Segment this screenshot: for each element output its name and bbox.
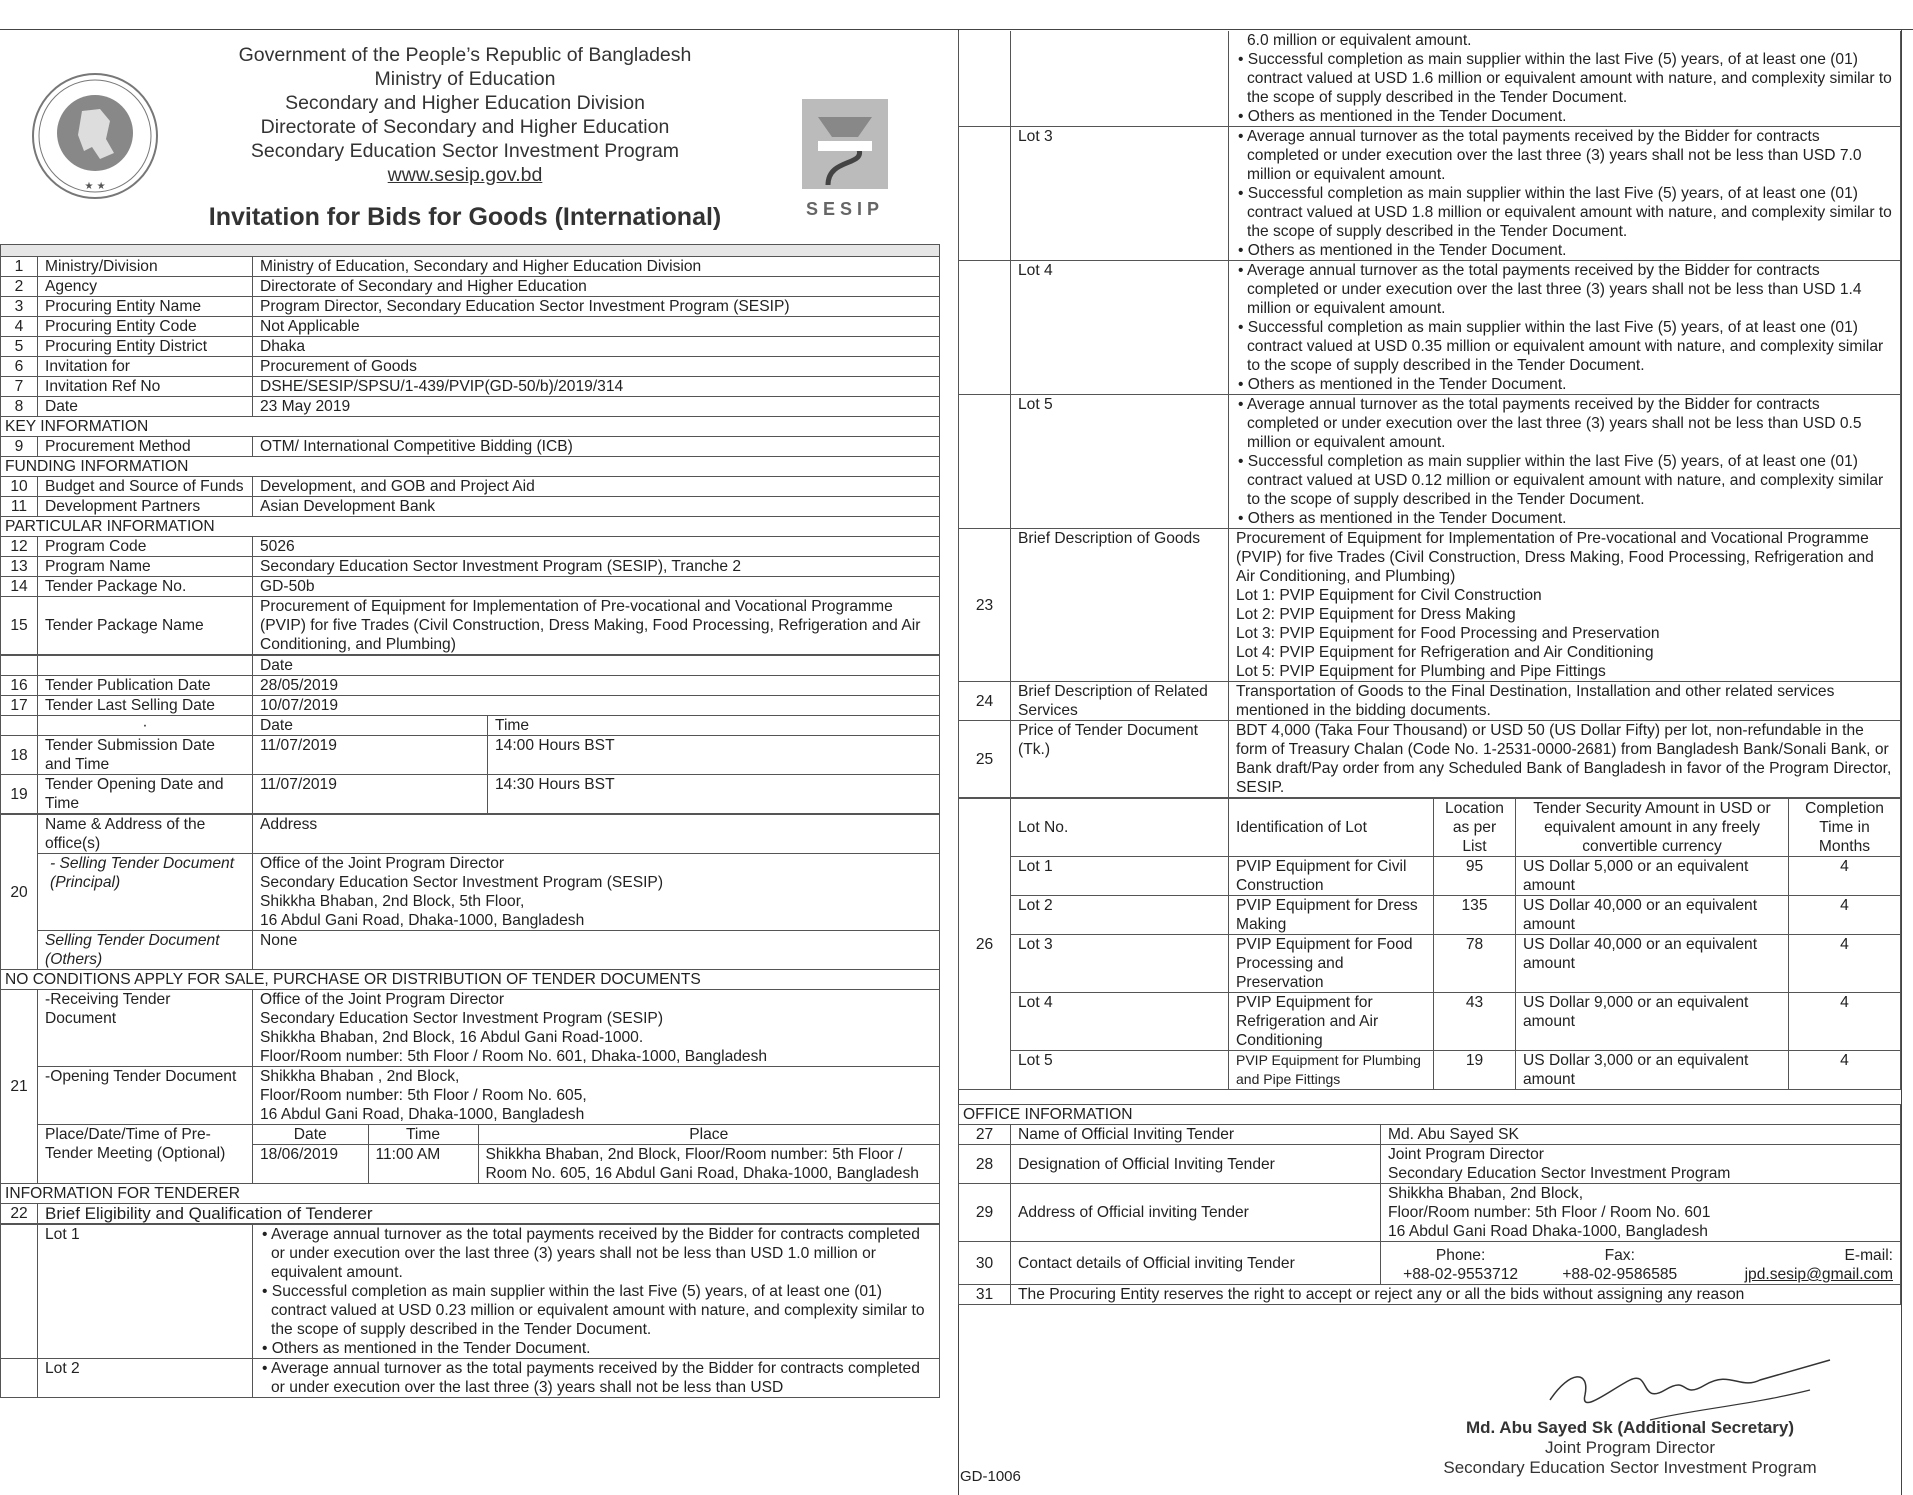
table-cell: Asian Development Bank bbox=[253, 497, 940, 517]
table-cell bbox=[959, 261, 1011, 395]
table-cell: 14:30 Hours BST bbox=[488, 775, 940, 814]
cell-line: 16 Abdul Gani Road Dhaka-1000, Bangladesh bbox=[1388, 1223, 1708, 1240]
table-row bbox=[959, 1051, 1901, 1090]
signatory-org: Secondary Education Sector Investment Program bbox=[1443, 1458, 1817, 1477]
cell-line: Secondary Education Sector Investment Program (SESIP) bbox=[260, 1010, 664, 1027]
table-cell bbox=[1381, 1145, 1901, 1184]
section-heading bbox=[1, 457, 940, 477]
table-cell: PVIP Equipment for Food Processing and Preservation bbox=[1229, 935, 1434, 993]
bullet-item: • Others as mentioned in the Tender Document. bbox=[1236, 509, 1893, 528]
table-cell: Date bbox=[253, 1125, 368, 1145]
table-cell: · bbox=[38, 716, 253, 736]
cell-line: Floor/Room number: 5th Floor / Room No. 601 bbox=[1388, 1204, 1711, 1221]
table-cell: 8 bbox=[1, 397, 38, 417]
table-cell: Procurement Method bbox=[38, 437, 253, 457]
table-cell: 135 bbox=[1434, 896, 1516, 935]
table-cell: 5 bbox=[1, 337, 38, 357]
table-cell bbox=[1229, 395, 1901, 529]
table-row bbox=[1, 297, 940, 317]
cell-line: Lot 5: PVIP Equipment for Plumbing and Pipe Fittings bbox=[1236, 663, 1606, 680]
table-cell: Contact details of Official inviting Tender bbox=[1011, 1242, 1381, 1285]
cell-line: Shikkha Bhaban, 2nd Block, 16 Abdul Gani Road-1000. bbox=[260, 1029, 644, 1046]
table-cell: Procurement of Goods bbox=[253, 357, 940, 377]
table-cell: 22 bbox=[1, 1204, 38, 1224]
table-cell: 18 bbox=[1, 736, 38, 775]
table-cell: Address bbox=[253, 815, 940, 854]
table-cell bbox=[1, 1359, 38, 1398]
table-row bbox=[959, 31, 1901, 127]
table-cell bbox=[1229, 127, 1901, 261]
table-cell: 19 bbox=[1434, 1051, 1516, 1090]
table-cell: 12 bbox=[1, 537, 38, 557]
government-header bbox=[150, 43, 780, 187]
table-cell: 26 bbox=[959, 799, 1011, 1090]
table-cell: Lot 2 bbox=[38, 1359, 253, 1398]
table-cell: 6 bbox=[1, 357, 38, 377]
right-rule bbox=[1901, 29, 1902, 1495]
table-cell: Tender Submission Date and Time bbox=[38, 736, 253, 775]
table-cell: PVIP Equipment for Dress Making bbox=[1229, 896, 1434, 935]
table-cell: Lot 4 bbox=[1011, 261, 1229, 395]
table-cell: Brief Description of Goods bbox=[1011, 529, 1229, 682]
table-cell: 95 bbox=[1434, 857, 1516, 896]
table-row bbox=[1, 775, 940, 814]
table-cell: Procuring Entity District bbox=[38, 337, 253, 357]
table-cell: 11/07/2019 bbox=[253, 775, 488, 814]
table-cell: 19 bbox=[1, 775, 38, 814]
table-cell: 31 bbox=[959, 1285, 1011, 1305]
email-link[interactable]: jpd.sesip@gmail.com bbox=[1744, 1266, 1893, 1283]
table-row bbox=[1, 1067, 940, 1125]
table-cell: US Dollar 40,000 or an equivalent amount bbox=[1516, 935, 1789, 993]
table-cell: Address of Official inviting Tender bbox=[1011, 1184, 1381, 1242]
table-row bbox=[959, 993, 1901, 1051]
table-row bbox=[959, 529, 1901, 682]
table-cell: Development, and GOB and Project Aid bbox=[253, 477, 940, 497]
table-cell: 5026 bbox=[253, 537, 940, 557]
table-cell: 15 bbox=[1, 597, 38, 655]
cell-line: Secondary Education Sector Investment Program (SESIP) bbox=[260, 874, 664, 891]
table-row bbox=[1, 676, 940, 696]
table-row bbox=[1, 577, 940, 597]
table-cell: OTM/ International Competitive Bidding (ICB) bbox=[253, 437, 940, 457]
table-cell bbox=[1, 1225, 38, 1359]
gov-line: Ministry of Education bbox=[374, 68, 556, 90]
table-cell: - Selling Tender Document (Principal) bbox=[38, 854, 253, 931]
table-cell: Place bbox=[478, 1125, 939, 1145]
table-row bbox=[1, 357, 940, 377]
table-cell bbox=[253, 1067, 940, 1125]
table-row bbox=[1, 257, 940, 277]
table-cell: 4 bbox=[1789, 896, 1901, 935]
table-cell bbox=[1229, 261, 1901, 395]
table-cell: None bbox=[253, 931, 940, 970]
table-cell: Lot 3 bbox=[1011, 127, 1229, 261]
gov-line: Secondary Education Sector Investment Program bbox=[250, 140, 680, 162]
table-cell: Brief Description of Related Services bbox=[1011, 682, 1229, 721]
bullet-item: • Successful completion as main supplier within the last Five (5) years, of at least one (01) contract valued at USD 0.12 million or equivalent amount with nature, and complexity similar to the scope of supply described in the Tender Document. bbox=[1236, 452, 1893, 509]
table-cell: 10/07/2019 bbox=[253, 696, 940, 716]
bullet-item: • Others as mentioned in the Tender Document. bbox=[1236, 107, 1893, 126]
table-row bbox=[1, 854, 940, 931]
table-cell: Selling Tender Document (Others) bbox=[38, 931, 253, 970]
table-cell bbox=[1229, 529, 1901, 682]
table-cell: 3 bbox=[1, 297, 38, 317]
table-row bbox=[959, 1184, 1901, 1242]
gov-line: Government of the People’s Republic of Bangladesh bbox=[238, 44, 692, 66]
table-cell: PVIP Equipment for Refrigeration and Air Conditioning bbox=[1229, 993, 1434, 1051]
top-rule bbox=[0, 29, 1913, 30]
table-row bbox=[959, 127, 1901, 261]
section-heading bbox=[1, 517, 940, 537]
table-cell: 4 bbox=[1789, 993, 1901, 1051]
table-cell: 24 bbox=[959, 682, 1011, 721]
page-title: Invitation for Bids for Goods (International) bbox=[208, 203, 722, 231]
bangladesh-seal-icon bbox=[20, 61, 170, 211]
table-cell: 43 bbox=[1434, 993, 1516, 1051]
table-cell: Tender Security Amount in USD or equivalent amount in any freely convertible currency bbox=[1516, 799, 1789, 857]
table-cell: 21 bbox=[1, 990, 38, 1184]
table-cell: Invitation Ref No bbox=[38, 377, 253, 397]
table-row bbox=[1, 990, 940, 1067]
table-cell: Program Name bbox=[38, 557, 253, 577]
table-cell: Tender Package No. bbox=[38, 577, 253, 597]
table-cell: Procurement of Equipment for Implementation of Pre-vocational and Vocational Programme (PVIP) for five Trades (Civil Construction, Dress Making, Food Processing, Refrigeration and Air Conditioning, and Plumbing) bbox=[253, 597, 940, 655]
table-cell bbox=[1381, 1242, 1541, 1285]
table-cell: Program Code bbox=[38, 537, 253, 557]
table-row bbox=[1, 815, 940, 854]
table-cell: Lot 2 bbox=[1011, 896, 1229, 935]
table-cell: 29 bbox=[959, 1184, 1011, 1242]
bullet-item: • Average annual turnover as the total payments received by the Bidder for contracts completed or under execution over the last three (3) years shall not be less than USD 0.5 million or equivalent amount. bbox=[1236, 395, 1893, 452]
table-row bbox=[1, 377, 940, 397]
table-row bbox=[1, 337, 940, 357]
table-cell: 2 bbox=[1, 277, 38, 297]
bullet-item: • Others as mentioned in the Tender Document. bbox=[1236, 375, 1893, 394]
table-cell: Procuring Entity Name bbox=[38, 297, 253, 317]
table-cell: Procuring Entity Code bbox=[38, 317, 253, 337]
table-cell: DSHE/SESIP/SPSU/1-439/PVIP(GD-50/b)/2019/314 bbox=[253, 377, 940, 397]
table-cell: 23 May 2019 bbox=[253, 397, 940, 417]
table-cell: Name of Official Inviting Tender bbox=[1011, 1125, 1381, 1145]
table-cell: NO CONDITIONS APPLY FOR SALE, PURCHASE OR DISTRIBUTION OF TENDER DOCUMENTS bbox=[1, 970, 940, 990]
table-cell: Budget and Source of Funds bbox=[38, 477, 253, 497]
cell-line: Joint Program Director bbox=[1388, 1146, 1544, 1163]
table-cell: Price of Tender Document (Tk.) bbox=[1011, 721, 1229, 798]
cell-line: E-mail: bbox=[1844, 1247, 1893, 1264]
table-cell: Directorate of Secondary and Higher Education bbox=[253, 277, 940, 297]
table-cell: 78 bbox=[1434, 935, 1516, 993]
section-heading bbox=[959, 1105, 1901, 1125]
bullet-item: • Average annual turnover as the total payments received by the Bidder for contracts completed or under execution over the last three (3) years shall not be less than USD bbox=[260, 1359, 932, 1397]
table-cell: Lot 5 bbox=[1011, 395, 1229, 529]
table-cell: PVIP Equipment for Civil Construction bbox=[1229, 857, 1434, 896]
table-cell: 14 bbox=[1, 577, 38, 597]
table-cell: 23 bbox=[959, 529, 1011, 682]
table-cell: Identification of Lot bbox=[1229, 799, 1434, 857]
table-cell bbox=[959, 127, 1011, 261]
table-cell: Brief Eligibility and Qualification of Tenderer bbox=[38, 1204, 940, 1224]
table-row bbox=[1, 557, 940, 577]
table-cell: US Dollar 5,000 or an equivalent amount bbox=[1516, 857, 1789, 896]
cell-line: Lot 1: PVIP Equipment for Civil Construction bbox=[1236, 587, 1542, 604]
table-row bbox=[1, 736, 940, 775]
table-cell: -Opening Tender Document bbox=[38, 1067, 253, 1125]
bullet-item: • Others as mentioned in the Tender Document. bbox=[1236, 241, 1893, 260]
bullet-item: • Average annual turnover as the total payments received by the Bidder for contracts completed or under execution over the last three (3) years shall not be less than USD 1.0 million or equivalent amount. bbox=[260, 1225, 932, 1282]
table-cell: 4 bbox=[1, 317, 38, 337]
cell-line: 6.0 million or equivalent amount. bbox=[1247, 32, 1472, 49]
table-cell: 25 bbox=[959, 721, 1011, 798]
table-cell: Shikkha Bhaban, 2nd Block, Floor/Room number: 5th Floor / Room No. 605, 16 Abdul Gani Road, Dhaka-1000, Bangladesh bbox=[478, 1145, 939, 1184]
table-cell: Date bbox=[253, 716, 488, 736]
cell-line: Shikkha Bhaban , 2nd Block, bbox=[260, 1068, 460, 1085]
table-cell: Location as per List bbox=[1434, 799, 1516, 857]
table-cell: Lot No. bbox=[1011, 799, 1229, 857]
table-cell: 20 bbox=[1, 815, 38, 970]
table-cell: Date bbox=[253, 656, 940, 676]
table-cell: 16 bbox=[1, 676, 38, 696]
bullet-item: • Others as mentioned in the Tender Document. bbox=[260, 1339, 932, 1358]
table-cell: The Procuring Entity reserves the right to accept or reject any or all the bids without assigning any reason bbox=[1011, 1285, 1901, 1305]
table-cell: Completion Time in Months bbox=[1789, 799, 1901, 857]
table-cell bbox=[253, 990, 940, 1067]
table-cell: 1 bbox=[1, 257, 38, 277]
table-row bbox=[959, 935, 1901, 993]
table-row bbox=[1, 931, 940, 970]
cell-line: Lot 4: PVIP Equipment for Refrigeration and Air Conditioning bbox=[1236, 644, 1654, 661]
signatory-name: Md. Abu Sayed Sk (Additional Secretary) bbox=[1465, 1418, 1795, 1437]
table-cell bbox=[1381, 1184, 1901, 1242]
table-cell: BDT 4,000 (Taka Four Thousand) or USD 50 (US Dollar Fifty) per lot, non-refundable in the form of Treasury Chalan (Code No. 1-2531-0000-2681) from Bangladesh Bank/Sonali Bank, or Bank draft/Pay order from any Scheduled Bank of Bangladesh in favor of the Program Director, SESIP. bbox=[1229, 721, 1901, 798]
table-cell: Tender Publication Date bbox=[38, 676, 253, 696]
section-heading bbox=[1, 417, 940, 437]
gov-line: Secondary and Higher Education Division bbox=[285, 92, 645, 114]
table-row bbox=[1, 1359, 940, 1398]
table-row bbox=[959, 857, 1901, 896]
table-cell: 4 bbox=[1789, 935, 1901, 993]
table-row bbox=[959, 1242, 1901, 1285]
section-heading bbox=[1, 970, 940, 990]
table-cell bbox=[959, 31, 1011, 127]
table-cell: 17 bbox=[1, 696, 38, 716]
table-cell: Not Applicable bbox=[253, 317, 940, 337]
table-row bbox=[959, 1285, 1901, 1305]
table-cell: 30 bbox=[959, 1242, 1011, 1285]
table-row bbox=[959, 1125, 1901, 1145]
table-row bbox=[1, 317, 940, 337]
table-cell: Lot 4 bbox=[1011, 993, 1229, 1051]
cell-line: +88-02-9586585 bbox=[1562, 1266, 1678, 1283]
cell-line: Fax: bbox=[1604, 1247, 1635, 1264]
cell-line: Procurement of Equipment for Implementation of Pre-vocational and Vocational Programme (PVIP) for five Trades (Civil Construction, Dress Making, Food Processing, Refrigeration and Air Conditioning, and Plumbing) bbox=[1236, 530, 1874, 585]
table-cell: -Receiving Tender Document bbox=[38, 990, 253, 1067]
website-link[interactable]: www.sesip.gov.bd bbox=[387, 164, 543, 186]
table-cell: Tender Package Name bbox=[38, 597, 253, 655]
signature-block bbox=[1380, 1418, 1880, 1478]
cell-line: Lot 2: PVIP Equipment for Dress Making bbox=[1236, 606, 1516, 623]
table-cell: 28 bbox=[959, 1145, 1011, 1184]
table-cell: Tender Last Selling Date bbox=[38, 696, 253, 716]
table-row bbox=[959, 721, 1901, 798]
table-cell: 11 bbox=[1, 497, 38, 517]
table-cell: Date bbox=[38, 397, 253, 417]
table-cell: Lot 5 bbox=[1011, 1051, 1229, 1090]
table-cell: PVIP Equipment for Plumbing and Pipe Fittings bbox=[1229, 1051, 1434, 1090]
table-cell: Ministry/Division bbox=[38, 257, 253, 277]
svg-text:SESIP: SESIP bbox=[805, 199, 885, 219]
table-cell bbox=[253, 1359, 940, 1398]
table-row bbox=[1, 1204, 940, 1224]
office-table bbox=[958, 1104, 1901, 1305]
table-cell bbox=[1011, 31, 1229, 127]
signatory-title: Joint Program Director bbox=[1544, 1438, 1716, 1457]
table-cell bbox=[1229, 31, 1901, 127]
main-table-left bbox=[0, 244, 940, 655]
table-cell: 11/07/2019 bbox=[253, 736, 488, 775]
table-cell: 7 bbox=[1, 377, 38, 397]
table-row bbox=[1, 277, 940, 297]
table-cell: Invitation for bbox=[38, 357, 253, 377]
table-cell: 27 bbox=[959, 1125, 1011, 1145]
table-row bbox=[1, 537, 940, 557]
cell-line: +88-02-9553712 bbox=[1403, 1266, 1519, 1283]
table-row bbox=[1, 696, 940, 716]
cell-line: Office of the Joint Program Director bbox=[260, 855, 505, 872]
table-cell: 28/05/2019 bbox=[253, 676, 940, 696]
table-row bbox=[959, 1145, 1901, 1184]
table-cell: US Dollar 9,000 or an equivalent amount bbox=[1516, 993, 1789, 1051]
left-column bbox=[0, 31, 940, 1398]
table-cell bbox=[1540, 1242, 1699, 1285]
table-header-row bbox=[959, 799, 1901, 857]
table-cell: Tender Opening Date and Time bbox=[38, 775, 253, 814]
table-cell: Time bbox=[368, 1125, 478, 1145]
table-row bbox=[1, 1125, 940, 1184]
bullet-item: • Average annual turnover as the total payments received by the Bidder for contracts completed or under execution over the last three (3) years shall not be less than USD 1.4 million or equivalent amount. bbox=[1236, 261, 1893, 318]
bullet-item: • Successful completion as main supplier within the last Five (5) years, of at least one (01) contract valued at USD 0.23 million or equivalent amount with nature, and complexity similar to the scope of supply described in the Tender Document. bbox=[260, 1282, 932, 1339]
bullet-item: • Successful completion as main supplier within the last Five (5) years, of at least one (01) contract valued at USD 0.35 million or equivalent amount with nature, and complexity similar to the scope of supply described in the Tender Document. bbox=[1236, 318, 1893, 375]
cell-line: Phone: bbox=[1435, 1247, 1486, 1264]
table-cell: 11:00 AM bbox=[368, 1145, 478, 1184]
table-cell: OFFICE INFORMATION bbox=[959, 1105, 1901, 1125]
table-row bbox=[1, 497, 940, 517]
table-cell bbox=[253, 1225, 940, 1359]
signature-icon bbox=[1530, 1350, 1840, 1425]
table-row bbox=[1, 437, 940, 457]
table-cell bbox=[1699, 1242, 1900, 1285]
table-row bbox=[959, 896, 1901, 935]
table-row bbox=[959, 261, 1901, 395]
table-cell: Transportation of Goods to the Final Destination, Installation and other related services mentioned in the bidding documents. bbox=[1229, 682, 1901, 721]
lots-security-table bbox=[958, 798, 1901, 1090]
table-cell: Name & Address of the office(s) bbox=[38, 815, 253, 854]
table-cell: 4 bbox=[1789, 1051, 1901, 1090]
table-cell: 18/06/2019 bbox=[253, 1145, 368, 1184]
dates-table bbox=[0, 655, 940, 814]
cell-line: Office of the Joint Program Director bbox=[260, 991, 505, 1008]
table-cell: 14:00 Hours BST bbox=[488, 736, 940, 775]
table-cell bbox=[959, 395, 1011, 529]
table-cell bbox=[38, 656, 253, 676]
table-cell bbox=[1, 716, 38, 736]
sesip-logo-icon bbox=[798, 97, 892, 221]
cell-line: 16 Abdul Gani Road, Dhaka-1000, Bangladesh bbox=[260, 1106, 585, 1123]
table-cell: Development Partners bbox=[38, 497, 253, 517]
table-cell bbox=[1, 656, 38, 676]
table-cell: Lot 3 bbox=[1011, 935, 1229, 993]
table-cell: Secondary Education Sector Investment Program (SESIP), Tranche 2 bbox=[253, 557, 940, 577]
notice-header bbox=[0, 31, 940, 249]
section-heading bbox=[1, 1184, 940, 1204]
eligibility-right bbox=[958, 31, 1901, 798]
bullet-item: • Successful completion as main supplier within the last Five (5) years, of at least one (01) contract valued at USD 1.6 million or equivalent amount with nature, and complexity similar to the scope of supply described in the Tender Document. bbox=[1236, 50, 1893, 107]
cell-line: Floor/Room number: 5th Floor / Room No. 605, bbox=[260, 1087, 587, 1104]
gov-line: Directorate of Secondary and Higher Education bbox=[260, 116, 670, 138]
table-row bbox=[1, 597, 940, 655]
cell-line: Secondary Education Sector Investment Program bbox=[1388, 1165, 1731, 1182]
table-cell: INFORMATION FOR TENDERER bbox=[1, 1184, 940, 1204]
eligibility-left bbox=[0, 1224, 940, 1398]
table-cell: Lot 1 bbox=[1011, 857, 1229, 896]
bullet-item: • Average annual turnover as the total payments received by the Bidder for contracts completed or under execution over the last three (3) years shall not be less than USD 7.0 million or equivalent amount. bbox=[1236, 127, 1893, 184]
table-row bbox=[1, 1225, 940, 1359]
table-cell bbox=[253, 854, 940, 931]
table-cell: 4 bbox=[1789, 857, 1901, 896]
table-cell: PARTICULAR INFORMATION bbox=[1, 517, 940, 537]
table-cell: FUNDING INFORMATION bbox=[1, 457, 940, 477]
cell-line: Lot 3: PVIP Equipment for Food Processing and Preservation bbox=[1236, 625, 1660, 642]
bullet-item: • Successful completion as main supplier within the last Five (5) years, of at least one (01) contract valued at USD 1.8 million or equivalent amount with nature, and complexity similar to the scope of supply described in the Tender Document. bbox=[1236, 184, 1893, 241]
table-cell: Ministry of Education, Secondary and Higher Education Division bbox=[253, 257, 940, 277]
cell-line: 16 Abdul Gani Road, Dhaka-1000, Bangladesh bbox=[260, 912, 585, 929]
svg-text:★ ★: ★ ★ bbox=[84, 181, 106, 192]
offices-table bbox=[0, 814, 940, 1224]
cell-line: Shikkha Bhaban, 2nd Block, 5th Floor, bbox=[260, 893, 525, 910]
table-cell: 10 bbox=[1, 477, 38, 497]
table-row bbox=[959, 395, 1901, 529]
table-cell: Designation of Official Inviting Tender bbox=[1011, 1145, 1381, 1184]
table-row bbox=[959, 682, 1901, 721]
table-row bbox=[1, 477, 940, 497]
table-cell: US Dollar 40,000 or an equivalent amount bbox=[1516, 896, 1789, 935]
cell-line: Shikkha Bhaban, 2nd Block, bbox=[1388, 1185, 1584, 1202]
table-cell: Md. Abu Sayed SK bbox=[1381, 1125, 1901, 1145]
table-cell: 13 bbox=[1, 557, 38, 577]
table-cell: Time bbox=[488, 716, 940, 736]
table-cell: US Dollar 3,000 or an equivalent amount bbox=[1516, 1051, 1789, 1090]
cell-line: Floor/Room number: 5th Floor / Room No. 601, Dhaka-1000, Bangladesh bbox=[260, 1048, 768, 1065]
document-code: GD-1006 bbox=[960, 1468, 1021, 1485]
table-cell: GD-50b bbox=[253, 577, 940, 597]
table-cell: Program Director, Secondary Education Sector Investment Program (SESIP) bbox=[253, 297, 940, 317]
table-cell: Place/Date/Time of Pre-Tender Meeting (Optional) bbox=[38, 1125, 253, 1184]
table-cell bbox=[253, 1125, 940, 1184]
right-column bbox=[958, 31, 1901, 1305]
table-cell: Dhaka bbox=[253, 337, 940, 357]
table-cell: Lot 1 bbox=[38, 1225, 253, 1359]
table-cell: 9 bbox=[1, 437, 38, 457]
table-cell: KEY INFORMATION bbox=[1, 417, 940, 437]
table-cell: Agency bbox=[38, 277, 253, 297]
table-row bbox=[1, 397, 940, 417]
